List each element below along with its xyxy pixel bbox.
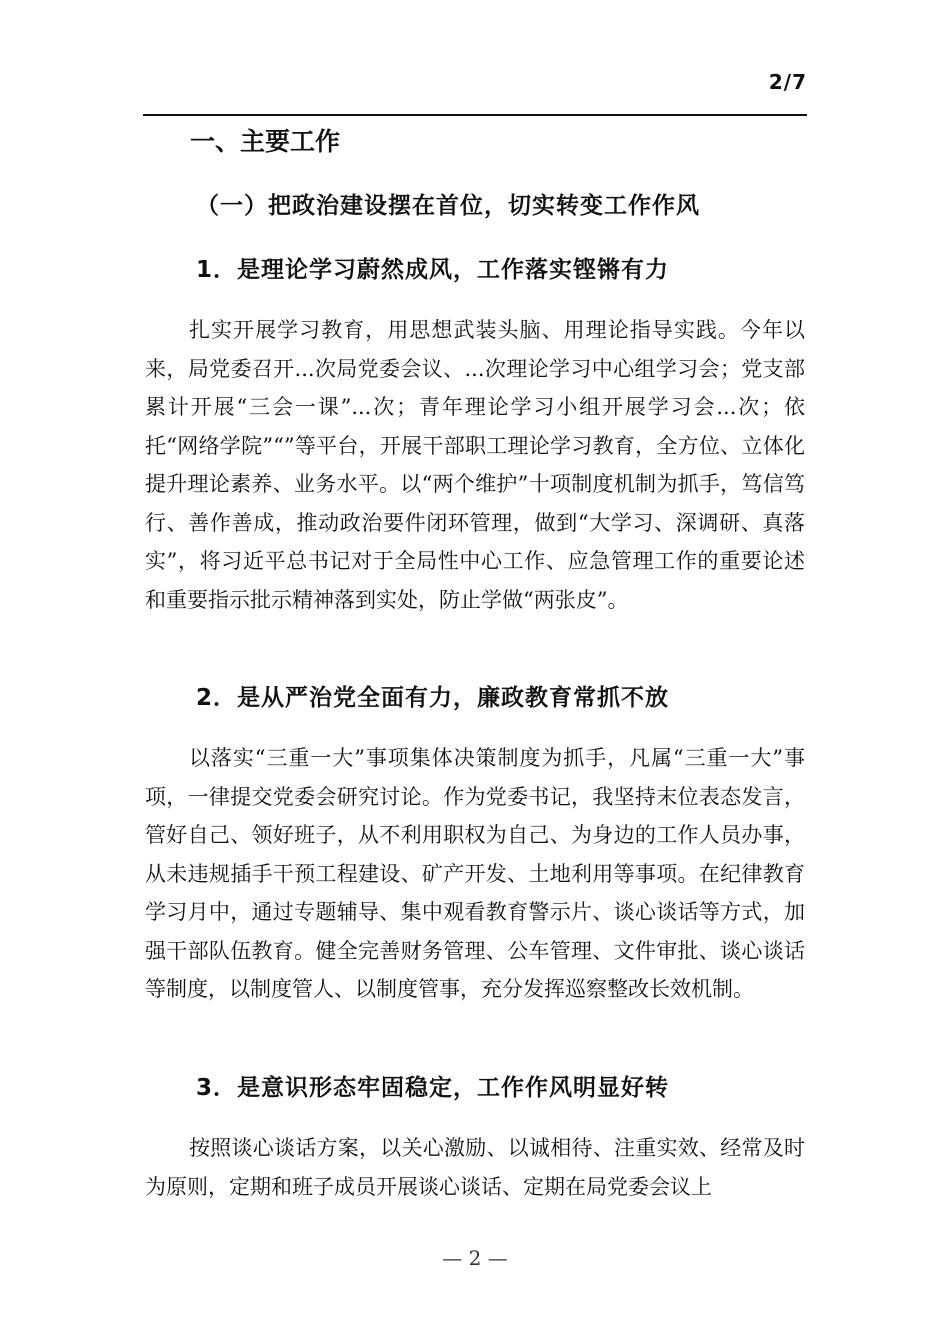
page-counter: 2/7 <box>768 70 807 94</box>
header-rule <box>143 114 807 116</box>
section-title-1: 1．是理论学习蔚然成风，工作落实铿锵有力 <box>196 257 670 283</box>
section-body-1: 扎实开展学习教育，用思想武装头脑、用理论指导实践。今年以来，局党委召开...次局党委会议、...次理论学习中心组学习会；党支部累计开展“三会一课”...次；青年理论学习小组开展学习会...次；依托“网络学院”“”等平台，开展干部职工理论学习教育，全方位、立体化提升理论素养、业务水平。以“两个维护”十项制度机制为抓手，笃信笃行、善作善成，推动政治要件闭环管理，做到“大学习、深调研、真落实”，将习近平总书记对于全局性中心工作、应急管理工作的重要论述和重要指示批示精神落到实处，防止学做“两张皮”。 <box>145 318 805 612</box>
sub-heading: （一）把政治建设摆在首位，切实转变工作作风 <box>196 193 700 219</box>
section-body-3: 按照谈心谈话方案，以关心激励、以诚相待、注重实效、经常及时为原则，定期和班子成员开展谈心谈话、定期在局党委会议上 <box>145 1136 805 1199</box>
main-heading: 一、主要工作 <box>190 127 341 156</box>
section-title-3: 3．是意识形态牢固稳定，工作作风明显好转 <box>196 1075 670 1101</box>
section-body-2: 以落实“三重一大”事项集体决策制度为抓手，凡属“三重一大”事项，一律提交党委会研究讨论。作为党委书记，我坚持末位表态发言，管好自己、领好班子，从不利用职权为自己、为身边的工作人员办事，从未违规插手干预工程建设、矿产开发、土地利用等事项。在纪律教育学习月中，通过专题辅导、集中观看教育警示片、谈心谈话等方式，加强干部队伍教育。健全完善财务管理、公车管理、文件审批、谈心谈话等制度，以制度管人、以制度管事，充分发挥巡察整改长效机制。 <box>145 746 805 1001</box>
footer-page-number: — 2 — <box>442 1246 508 1270</box>
section-title-2: 2．是从严治党全面有力，廉政教育常抓不放 <box>196 685 670 711</box>
